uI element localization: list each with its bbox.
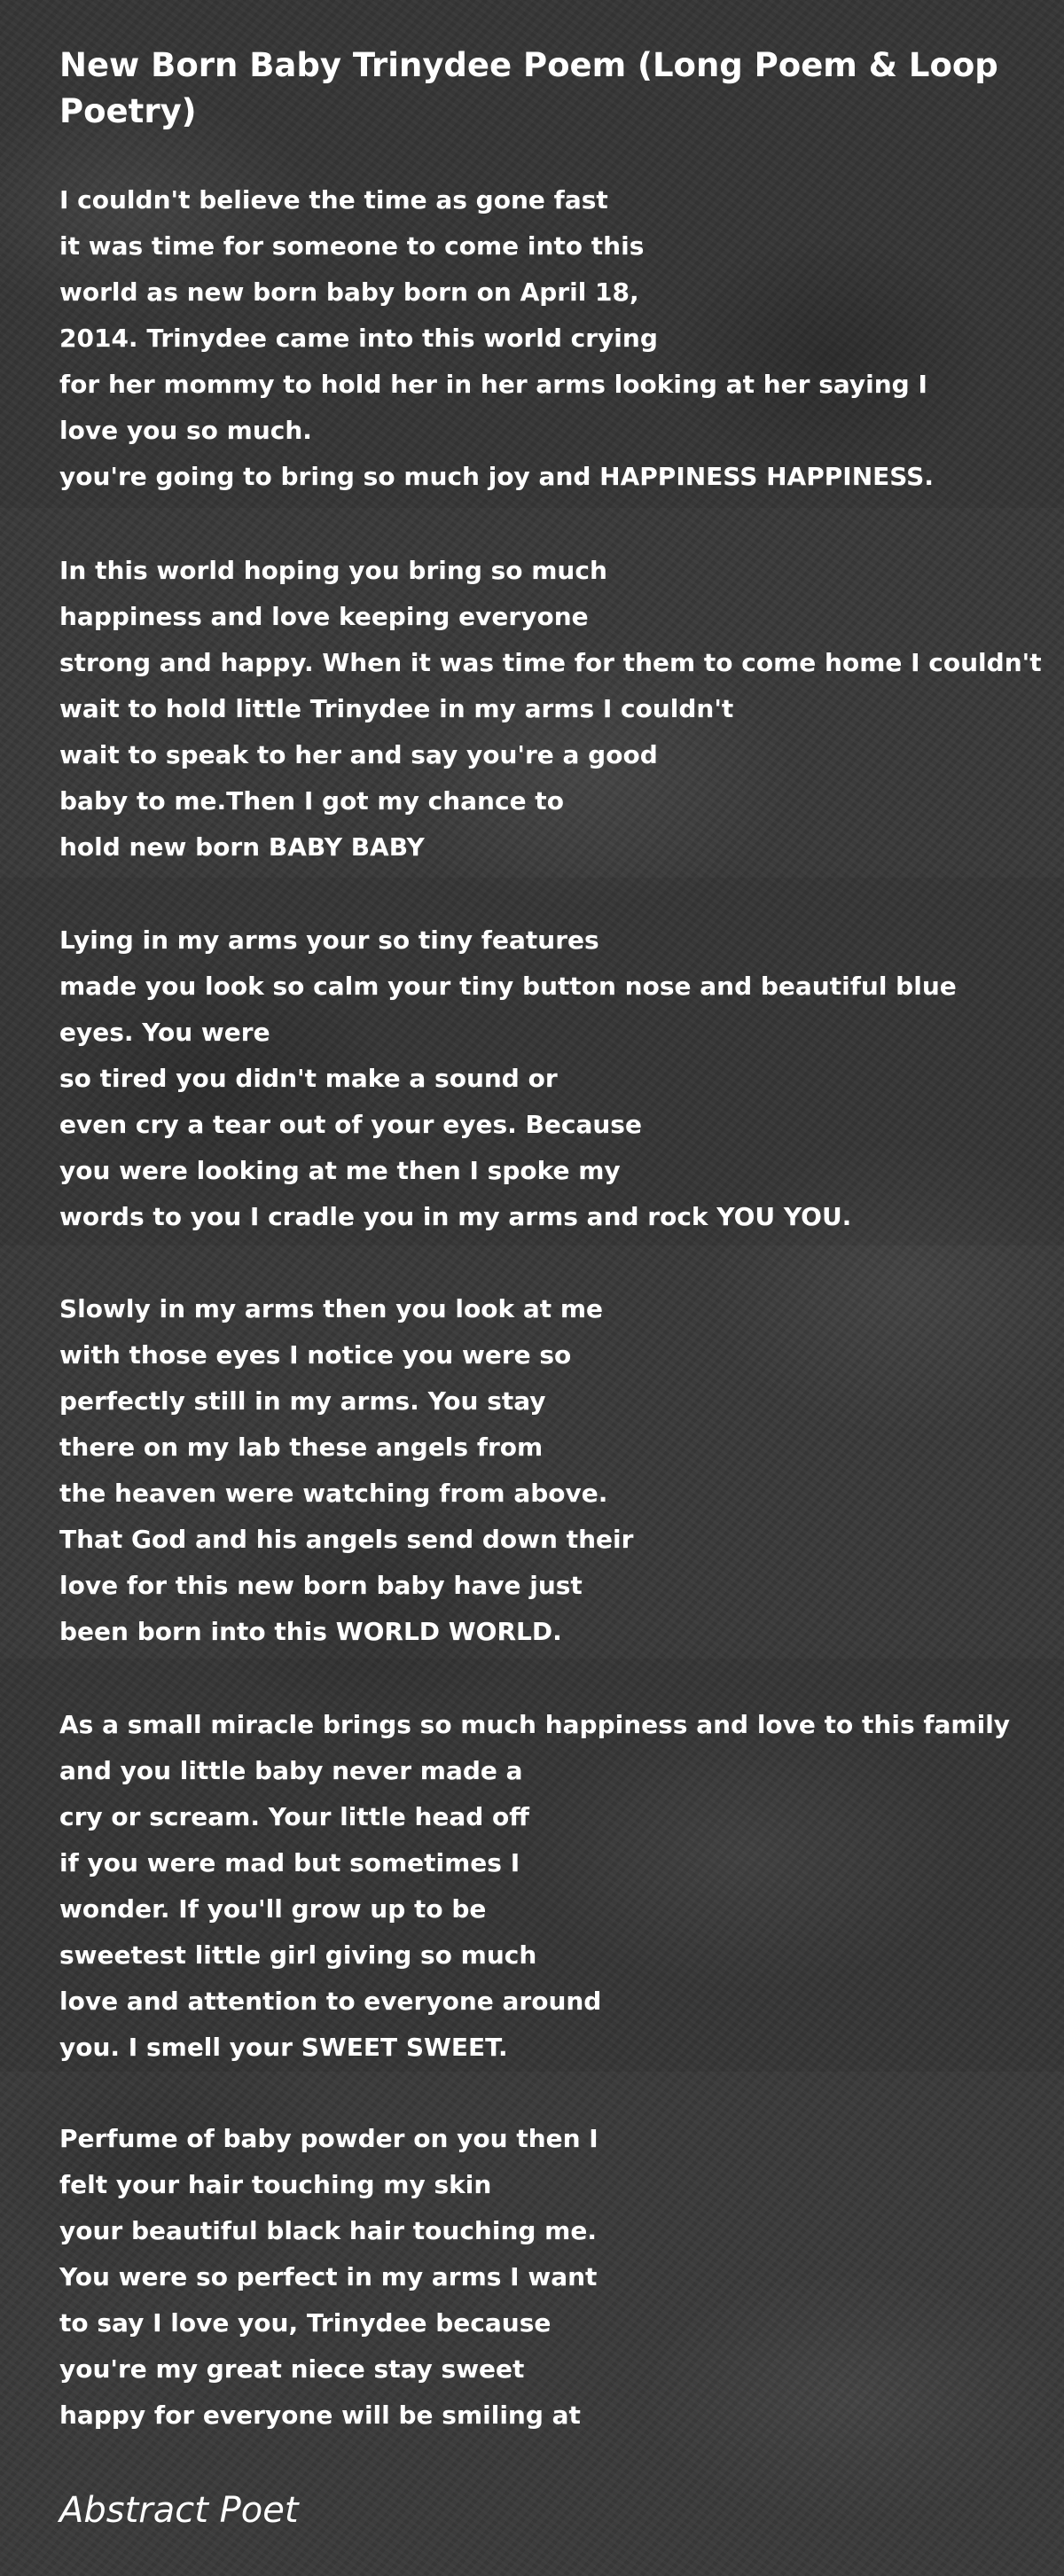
poem-line: it was time for someone to come into this <box>59 231 645 261</box>
poem-line: and you little baby never made a <box>59 1756 523 1785</box>
poem-line: Perfume of baby powder on you then I <box>59 2124 598 2153</box>
stanza-2 <box>59 548 1052 870</box>
poem-line: happiness and love keeping everyone <box>59 602 589 631</box>
poem-line: you. I smell your SWEET SWEET. <box>59 2033 508 2062</box>
poem-line: made you look so calm your tiny button nose and beautiful blue <box>59 972 957 1001</box>
stanza-1 <box>59 177 1052 500</box>
poem-line: Slowly in my arms then you look at me <box>59 1294 604 1323</box>
poem-line: you're my great niece stay sweet <box>59 2354 525 2384</box>
poem-line: love and attention to everyone around <box>59 1987 602 2016</box>
poem-line: world as new born baby born on April 18, <box>59 277 639 307</box>
poem-line: for her mommy to hold her in her arms looking at her saying I <box>59 370 927 399</box>
poem-line: happy for everyone will be smiling at <box>59 2400 581 2430</box>
poem-line: wait to speak to her and say you're a good <box>59 740 658 769</box>
poem-line: Lying in my arms your so tiny features <box>59 925 599 955</box>
stanza-3 <box>59 917 1052 1240</box>
poem-line: wonder. If you'll grow up to be <box>59 1894 487 1924</box>
poet-name: Abstract Poet <box>59 2490 299 2531</box>
stanza-4 <box>59 1286 1052 1655</box>
poem-line: so tired you didn't make a sound or <box>59 1064 558 1093</box>
poem-line: perfectly still in my arms. You stay <box>59 1386 546 1416</box>
stanza-6 <box>59 2116 1052 2439</box>
poem-line: love you so much. <box>59 416 312 445</box>
poem-line: In this world hoping you bring so much <box>59 556 607 585</box>
poem-line: with those eyes I notice you were so <box>59 1340 572 1370</box>
poem-line: been born into this WORLD WORLD. <box>59 1617 562 1646</box>
poem-line: words to you I cradle you in my arms and rock YOU YOU. <box>59 1202 852 1231</box>
poem-line: I couldn't believe the time as gone fast <box>59 185 608 215</box>
poem-line: baby to me.Then I got my chance to <box>59 786 564 816</box>
poem-line: That God and his angels send down their <box>59 1525 634 1554</box>
poem-line: love for this new born baby have just <box>59 1571 583 1600</box>
poem-line: the heaven were watching from above. <box>59 1479 608 1508</box>
poem-line: even cry a tear out of your eyes. Because <box>59 1110 642 1139</box>
poem-line: sweetest little girl giving so much <box>59 1940 537 1970</box>
poem-line: you're going to bring so much joy and HAPPINESS HAPPINESS. <box>59 462 934 491</box>
poem-line: wait to hold little Trinydee in my arms I couldn't <box>59 694 734 723</box>
poem-line: to say I love you, Trinydee because <box>59 2308 552 2338</box>
poem-line: strong and happy. When it was time for them to come home I couldn't <box>59 648 1042 677</box>
poem-line: there on my lab these angels from <box>59 1432 544 1462</box>
poem-title: New Born Baby Trinydee Poem (Long Poem & Loop Poetry) <box>59 46 998 130</box>
poem-line: As a small miracle brings so much happiness and love to this family <box>59 1710 1011 1739</box>
poem-line: eyes. You were <box>59 1018 270 1047</box>
poem-line: you were looking at me then I spoke my <box>59 1156 621 1185</box>
poem-line: cry or scream. Your little head off <box>59 1802 529 1831</box>
poem-line: your beautiful black hair touching me. <box>59 2216 597 2245</box>
poem-line: 2014. Trinydee came into this world crying <box>59 324 658 353</box>
poem-line: felt your hair touching my skin <box>59 2170 492 2199</box>
poem-line: if you were mad but sometimes I <box>59 1848 520 1877</box>
poem-line: hold new born BABY BABY <box>59 832 425 862</box>
poem-line: You were so perfect in my arms I want <box>59 2262 598 2291</box>
stanza-5 <box>59 1702 1052 2071</box>
